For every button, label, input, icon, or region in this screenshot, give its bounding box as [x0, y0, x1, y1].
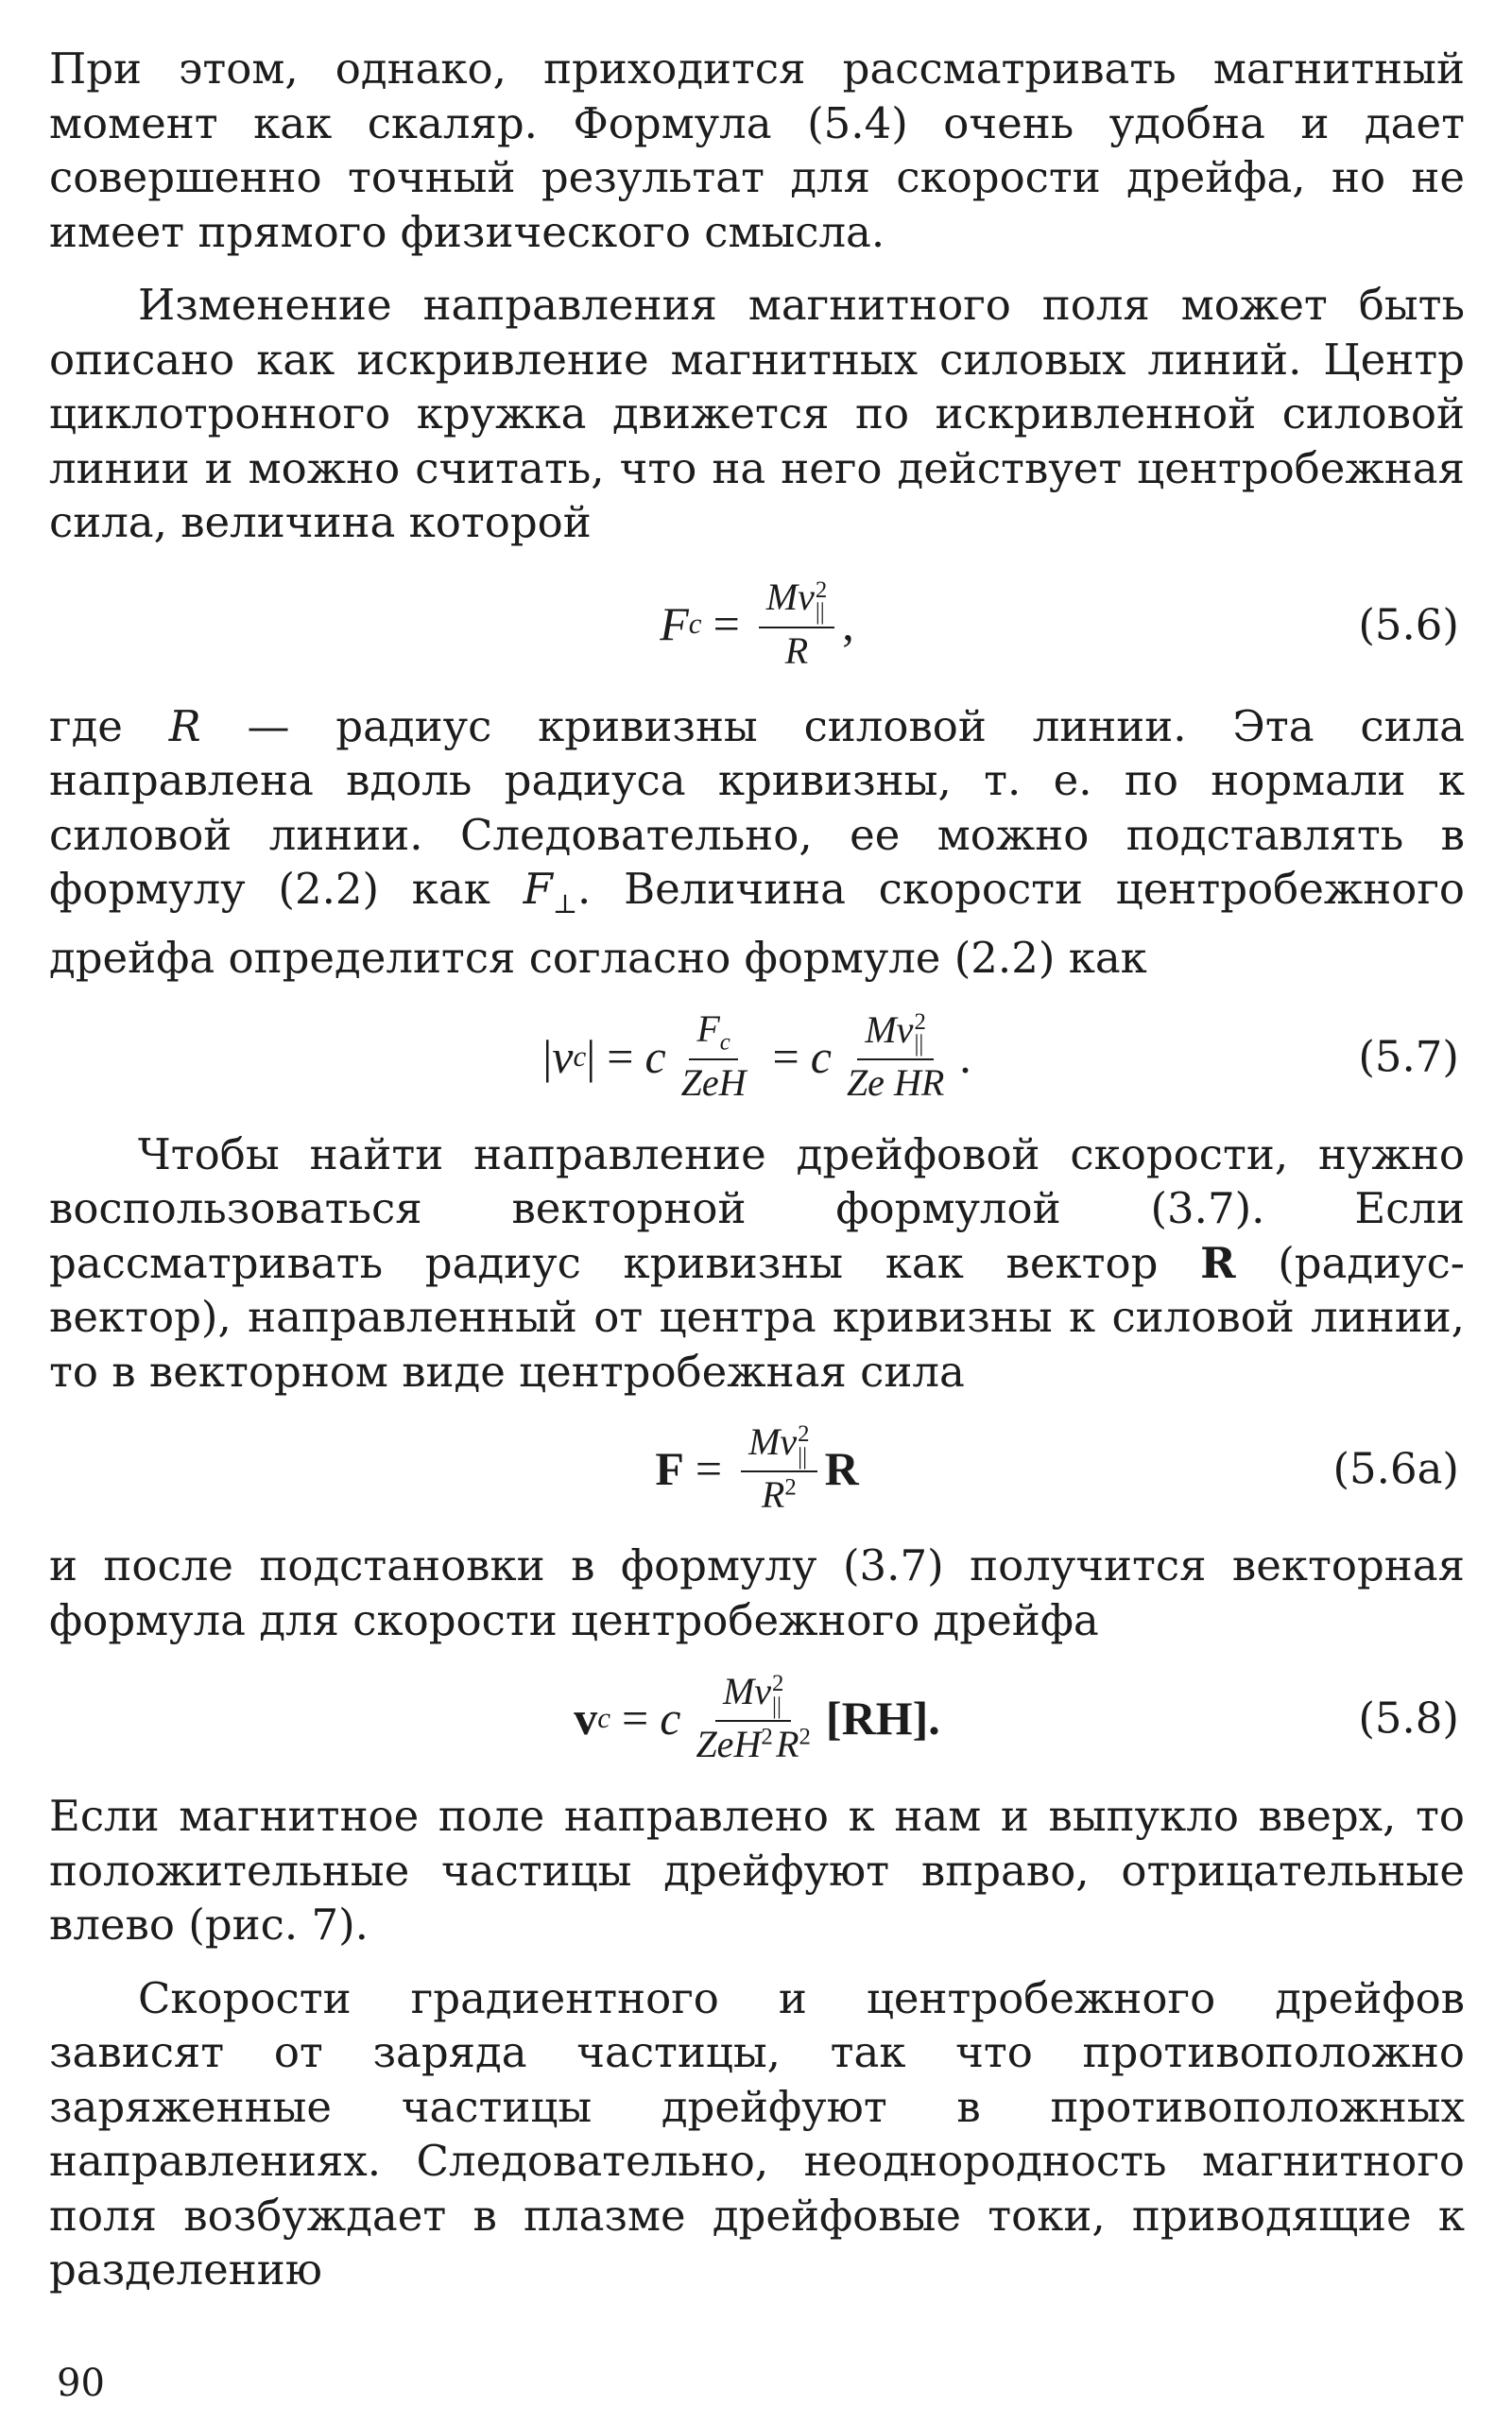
eq58-numerator: Mv 2 ||: [715, 1672, 791, 1722]
eq57-v: v: [552, 1029, 574, 1083]
equation-5-6: [49, 550, 1465, 699]
equation-5-6-body: [660, 577, 854, 670]
paragraph-7-text: Скорости градиентного и центробежного дрейфов зависят от заряда частицы, так что противоположно заряженные частицы дрейфуют в противоположных направлениях. Следовательно, неоднородность магнитного поля возбуждает в плазме дрейфовые токи, приводящие к разделению: [49, 1972, 1465, 2295]
eq57-fraction-1: [674, 1009, 754, 1103]
eq58-lhs-sub: c: [597, 1701, 611, 1735]
eq56-trail: ,: [842, 597, 854, 651]
paragraph-7: [49, 1971, 1465, 2297]
eq57-equals-1: =: [607, 1029, 634, 1083]
paragraph-6-text: Если магнитное поле направлено к нам и выпукло вверх, то положительные частицы дрейфуют вправо, отрицательные влево (рис. 7).: [49, 1791, 1465, 1951]
eq57-fraction-2-denominator: Ze HR: [846, 1060, 945, 1104]
equation-5-8: [49, 1647, 1465, 1789]
eq56a-lhs: F: [655, 1442, 684, 1496]
eq56-fraction: [759, 577, 834, 670]
eq56a-fraction: [741, 1422, 816, 1515]
eq57-equals-2: =: [772, 1029, 799, 1083]
paragraph-1-text: При этом, однако, приходится рассматривать магнитный момент как скаляр. Формула (5.4) очень удобна и дает совершенно точный результат для скорости дрейфа, но не имеет прямого физического смысла.: [49, 43, 1465, 257]
page-number: 90: [57, 2362, 105, 2405]
eq57-v-sub: c: [573, 1039, 587, 1073]
paragraph-3-text-c: . Величина скорости центробежного дрейфа определится согласно формуле (2.2) как: [49, 864, 1465, 984]
paragraph-3-symbol-f-sub: ⊥: [552, 887, 578, 920]
eq58-lhs: v: [574, 1692, 598, 1745]
equation-5-8-body: [574, 1672, 939, 1764]
eq57-trail: .: [959, 1029, 971, 1083]
eq57-fraction-1-denominator: ZeH: [680, 1061, 747, 1105]
eq58-fraction: [688, 1672, 817, 1764]
eq56-numerator: Mv 2 ||: [759, 577, 834, 627]
eq57-abs-open: |: [542, 1029, 553, 1083]
equation-5-6a: [49, 1399, 1465, 1539]
eq56-equals: =: [713, 597, 740, 651]
paragraph-4-text-b: (радиус-вектор), направленный от центра кривизны к силовой линии, то в векторном виде центробежная сила: [49, 1237, 1465, 1397]
equation-5-7: [49, 986, 1465, 1127]
eq56a-equals: =: [695, 1442, 723, 1496]
paragraph-3-symbol-r: R: [168, 700, 201, 751]
paragraph-3-text-a: где: [49, 700, 169, 751]
equation-number-5-6a: (5.6a): [1332, 1443, 1459, 1494]
paragraph-5-text: и после подстановки в формулу (3.7) получится векторная формула для скорости центробежного дрейфа: [49, 1540, 1465, 1645]
eq57-abs-close: |: [586, 1029, 596, 1083]
equation-number-5-6: (5.6): [1358, 599, 1459, 649]
eq56-denominator: R: [784, 628, 809, 672]
eq58-c: c: [660, 1692, 681, 1745]
paragraph-2-text: Изменение направления магнитного поля может быть описано как искривление магнитных силовых линий. Центр циклотронного кружка движется по искривленной силовой линии и можно считать, что на него действует центробежная сила, величина которой: [49, 280, 1465, 547]
paragraph-3-symbol-f: F: [523, 864, 553, 914]
paragraph-3: [49, 699, 1465, 986]
eq57-fraction-2-numerator: Mv 2 ||: [857, 1010, 933, 1060]
eq58-bracket: [RH].: [825, 1692, 940, 1745]
paragraph-3-text-b: — радиус кривизны силовой линии. Эта сила направлена вдоль радиуса кривизны, т. е. по нормали к силовой линии. Следовательно, ее можно подставлять в формулу (2.2) как: [49, 700, 1465, 914]
equation-number-5-8: (5.8): [1358, 1693, 1459, 1744]
eq57-fraction-2: [839, 1007, 952, 1104]
equation-5-7-body: [542, 1009, 971, 1103]
paragraph-6: [49, 1789, 1465, 1952]
eq56a-numerator: Mv 2 ||: [741, 1422, 816, 1472]
eq56-lhs: F: [660, 597, 689, 651]
paragraph-2: [49, 278, 1465, 550]
eq58-equals: =: [622, 1692, 649, 1745]
equation-5-6a-body: [655, 1422, 858, 1515]
equation-number-5-7: (5.7): [1358, 1031, 1459, 1082]
eq58-denominator: ZeH$^2$ $R^2$: [696, 1723, 811, 1766]
eq57-c-1: c: [644, 1029, 666, 1083]
paragraph-4-text-a: Чтобы найти направление дрейфовой скорости, нужно воспользоваться векторной формулой (3.7). Если рассматривать радиус кривизны как вектор: [49, 1128, 1465, 1288]
paragraph-4-vector-r: R: [1200, 1237, 1236, 1288]
paragraph-5: [49, 1539, 1465, 1647]
eq56a-denominator: $R^2$: [761, 1473, 797, 1517]
eq56a-rhs: R: [824, 1442, 859, 1496]
eq57-fraction-1-numerator: $F_c$: [689, 1009, 737, 1060]
eq56-lhs-sub: c: [688, 607, 702, 641]
paragraph-1: [49, 42, 1465, 259]
eq57-c-2: c: [810, 1029, 832, 1083]
paragraph-4: [49, 1127, 1465, 1400]
